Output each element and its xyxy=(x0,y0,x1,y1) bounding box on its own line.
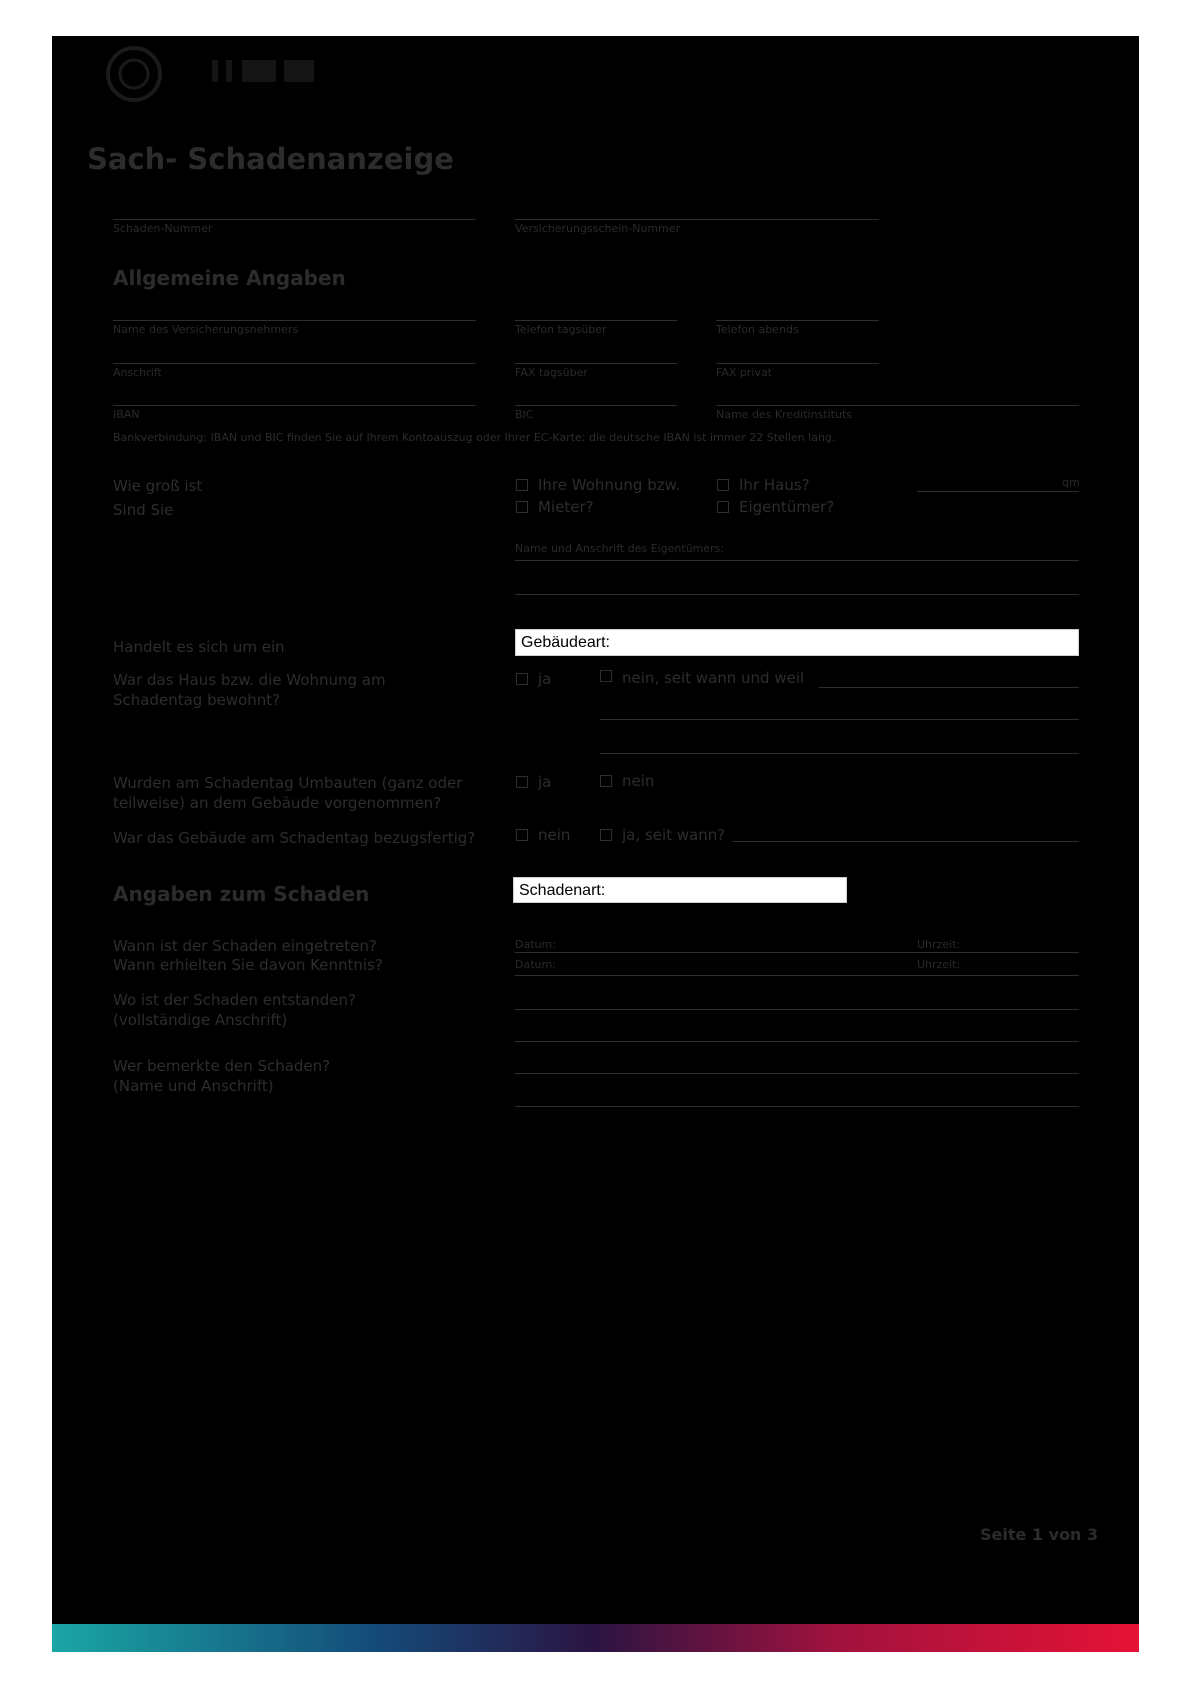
option-mieter: Mieter? xyxy=(538,498,594,516)
date-label-1: Datum: xyxy=(515,938,556,951)
page-title: Sach- Schadenanzeige xyxy=(87,142,454,176)
logo-emblem-icon xyxy=(104,44,164,104)
ready-ja-label: ja, seit wann? xyxy=(622,826,726,844)
qm-field-line[interactable] xyxy=(917,491,1079,492)
who-question-1: Wer bemerkte den Schaden? xyxy=(113,1057,331,1075)
address-field-line[interactable] xyxy=(113,363,476,364)
size-question: Wie groß ist xyxy=(113,477,203,495)
checkbox-eigentuemer[interactable] xyxy=(717,501,729,513)
bic-field-line[interactable] xyxy=(515,405,677,406)
tel-evening-label: Telefon abends xyxy=(716,323,799,336)
versicherungsschein-line[interactable] xyxy=(515,219,879,220)
where-question-2: (vollständige Anschrift) xyxy=(113,1011,288,1029)
checkbox-mieter[interactable] xyxy=(516,501,528,513)
name-field-line[interactable] xyxy=(113,320,476,321)
bank-name-line[interactable] xyxy=(716,405,1079,406)
owner-label: Name und Anschrift des Eigentümers: xyxy=(515,542,725,555)
damage-type-field[interactable]: Schadenart: xyxy=(513,877,847,903)
when-question-2: Wann erhielten Sie davon Kenntnis? xyxy=(113,956,383,974)
when-occurred-line[interactable] xyxy=(515,952,1079,953)
iban-label: IBAN xyxy=(113,408,140,421)
checkbox-inhabited-ja[interactable] xyxy=(516,673,528,685)
section-heading-damage: Angaben zum Schaden xyxy=(113,882,370,906)
page-number: Seite 1 von 3 xyxy=(980,1525,1099,1544)
time-label-1: Uhrzeit: xyxy=(917,938,961,951)
option-eigentuemer: Eigentümer? xyxy=(739,498,835,516)
fax-day-label: FAX tagsüber xyxy=(515,366,588,379)
schaden-nummer-line[interactable] xyxy=(113,219,476,220)
fax-day-line[interactable] xyxy=(515,363,677,364)
schaden-nummer-label: Schaden-Nummer xyxy=(113,222,213,235)
building-type-question: Handelt es sich um ein xyxy=(113,638,285,656)
inhabited-reason-line-1[interactable] xyxy=(819,687,1079,688)
logo-wordmark xyxy=(212,58,322,84)
checkbox-renovation-ja[interactable] xyxy=(516,776,528,788)
ready-since-line[interactable] xyxy=(732,841,1079,842)
bank-note: Bankverbindung: IBAN und BIC finden Sie auf Ihrem Kontoauszug oder Ihrer EC-Karte; die deutsche IBAN ist immer 22 Stellen lang. xyxy=(113,431,836,444)
inhabited-question-1: War das Haus bzw. die Wohnung am xyxy=(113,671,386,689)
date-label-2: Datum: xyxy=(515,958,556,971)
tenant-question: Sind Sie xyxy=(113,501,174,519)
who-question-2: (Name und Anschrift) xyxy=(113,1077,274,1095)
when-question-1: Wann ist der Schaden eingetreten? xyxy=(113,937,377,955)
ready-question: War das Gebäude am Schadentag bezugsfertig? xyxy=(113,829,476,847)
fax-private-line[interactable] xyxy=(716,363,879,364)
name-label: Name des Versicherungsnehmers xyxy=(113,323,299,336)
inhabited-question-2: Schadentag bewohnt? xyxy=(113,691,281,709)
inhabited-reason-line-2[interactable] xyxy=(600,719,1079,720)
renovation-question-1: Wurden am Schadentag Umbauten (ganz oder xyxy=(113,774,463,792)
bank-name-label: Name des Kreditinstituts xyxy=(716,408,852,421)
inhabited-ja-label: ja xyxy=(538,670,552,688)
checkbox-inhabited-nein[interactable] xyxy=(600,670,612,682)
bic-label: BIC xyxy=(515,408,534,421)
address-label: Anschrift xyxy=(113,366,162,379)
checkbox-ready-nein[interactable] xyxy=(516,829,528,841)
renovation-ja-label: ja xyxy=(538,773,552,791)
tel-evening-line[interactable] xyxy=(716,320,879,321)
form-page xyxy=(52,36,1139,1652)
when-known-line[interactable] xyxy=(515,975,1079,976)
inhabited-nein-label: nein, seit wann und weil xyxy=(622,669,805,687)
who-line-2[interactable] xyxy=(515,1106,1079,1107)
inhabited-reason-line-3[interactable] xyxy=(600,753,1079,754)
option-wohnung: Ihre Wohnung bzw. xyxy=(538,476,681,494)
where-line-1[interactable] xyxy=(515,1009,1079,1010)
brand-gradient-bar xyxy=(52,1624,1139,1652)
where-line-2[interactable] xyxy=(515,1041,1079,1042)
time-label-2: Uhrzeit: xyxy=(917,958,961,971)
versicherungsschein-label: Versicherungsschein-Nummer xyxy=(515,222,681,235)
owner-line-1[interactable] xyxy=(515,560,1079,561)
owner-line-2[interactable] xyxy=(515,594,1079,595)
ready-nein-label: nein xyxy=(538,826,571,844)
renovation-nein-label: nein xyxy=(622,772,655,790)
option-haus: Ihr Haus? xyxy=(739,476,810,494)
checkbox-haus[interactable] xyxy=(717,479,729,491)
tel-day-line[interactable] xyxy=(515,320,677,321)
checkbox-renovation-nein[interactable] xyxy=(600,775,612,787)
fax-private-label: FAX privat xyxy=(716,366,772,379)
building-type-field[interactable]: Gebäudeart: xyxy=(515,629,1079,656)
iban-field-line[interactable] xyxy=(113,405,476,406)
section-heading-general: Allgemeine Angaben xyxy=(113,266,346,290)
qm-unit: qm xyxy=(1062,476,1080,489)
who-line-1[interactable] xyxy=(515,1073,1079,1074)
tel-day-label: Telefon tagsüber xyxy=(515,323,607,336)
where-question-1: Wo ist der Schaden entstanden? xyxy=(113,991,356,1009)
checkbox-wohnung[interactable] xyxy=(516,479,528,491)
renovation-question-2: teilweise) an dem Gebäude vorgenommen? xyxy=(113,794,442,812)
checkbox-ready-ja[interactable] xyxy=(600,829,612,841)
